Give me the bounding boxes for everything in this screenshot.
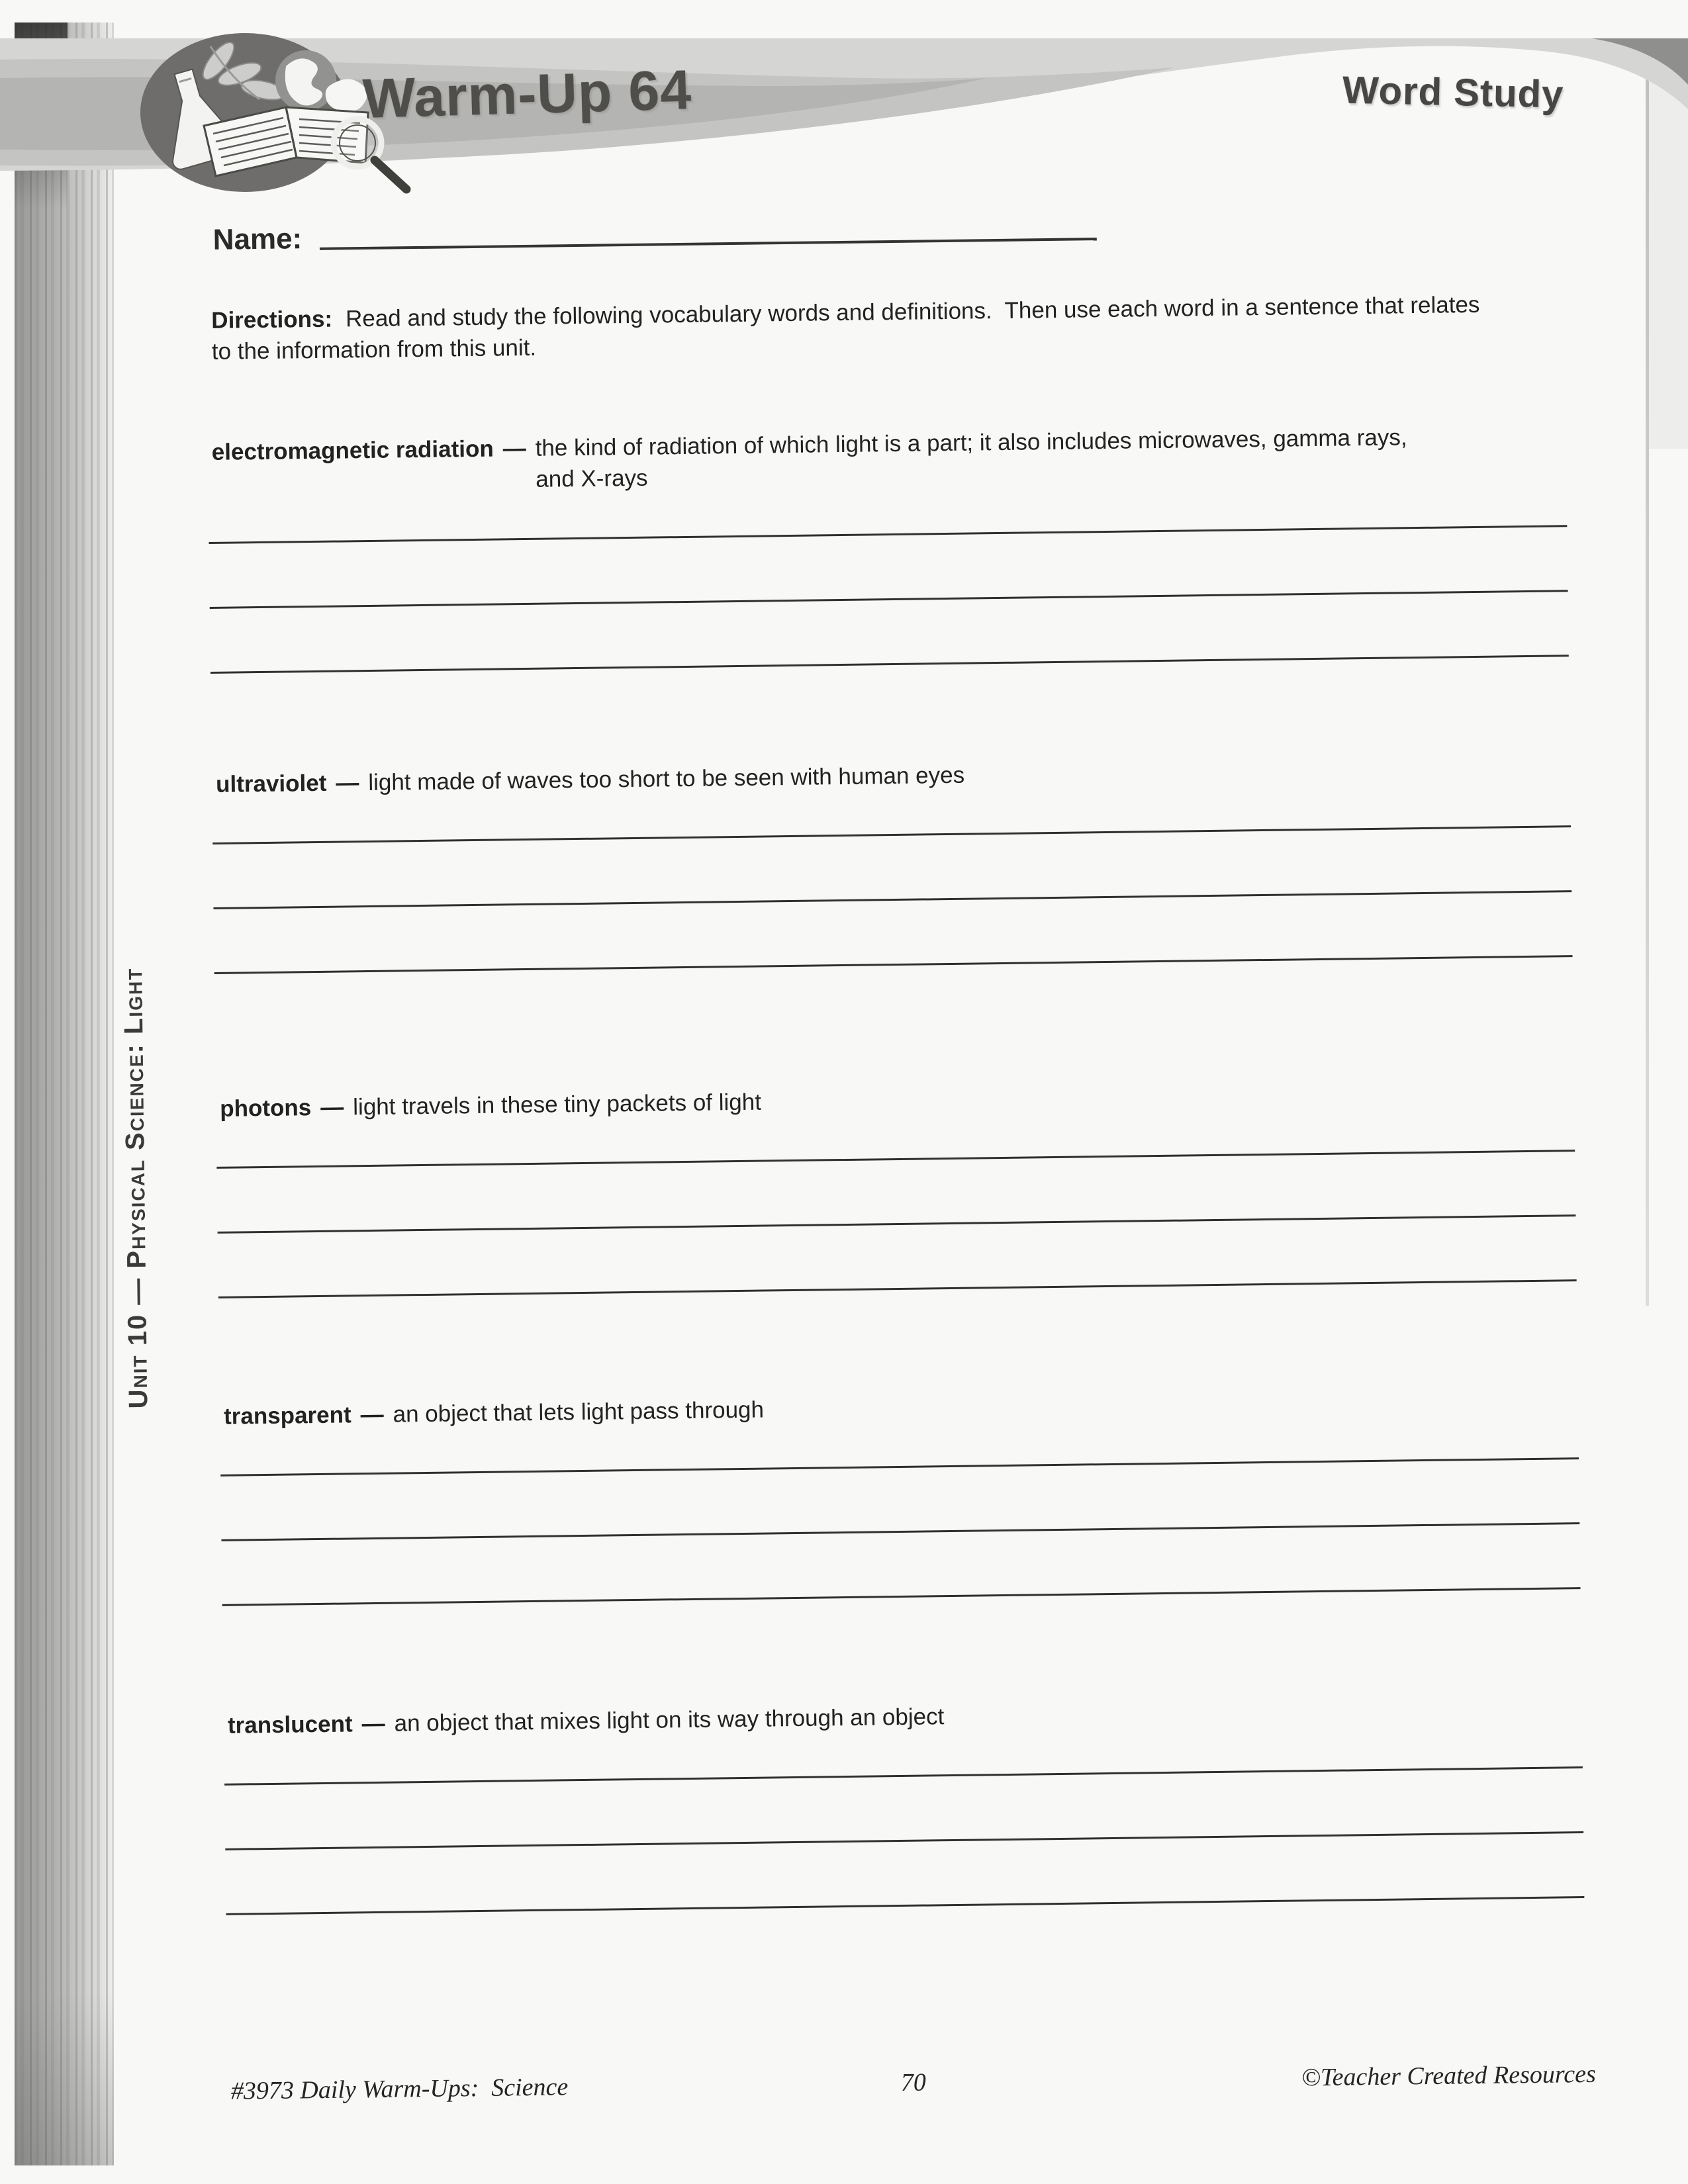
answer-line	[220, 1457, 1579, 1477]
footer-book-id: #3973 Daily Warm-Ups: Science	[230, 2073, 569, 2105]
vocab-term: transparent	[223, 1402, 352, 1430]
answer-line	[211, 655, 1569, 674]
vocab-term: electromagnetic radiation	[211, 435, 494, 465]
vocab-definition: light made of waves too short to be seen with human eyes	[368, 752, 1573, 798]
answer-line	[218, 1279, 1577, 1298]
footer-copyright: ©Teacher Created Resources	[1301, 2060, 1596, 2092]
answer-line	[213, 890, 1571, 909]
footer	[231, 2060, 1596, 2106]
footer-page-number: 70	[900, 2068, 927, 2097]
name-blank-line	[319, 238, 1096, 250]
answer-line	[221, 1522, 1579, 1541]
vocab-definition-row	[224, 1384, 1581, 1432]
answer-line	[226, 1896, 1585, 1915]
answer-line	[209, 525, 1567, 544]
answer-line	[222, 1587, 1581, 1606]
vocab-entry-electromagnetic-radiation	[211, 420, 1571, 673]
unit-sidebar-label: Unit 10 — Physical Science: Light	[118, 967, 154, 1409]
vocab-definition: the kind of radiation of which light is a part; it also includes microwaves, gamma rays, and X-rays	[535, 420, 1569, 495]
vocab-term: translucent	[227, 1711, 353, 1739]
vocab-definition-row	[216, 752, 1573, 800]
page-title: Warm-Up 64	[361, 58, 693, 130]
vocab-term: photons	[219, 1095, 312, 1122]
vocab-definition: light travels in these tiny packets of light	[353, 1076, 1577, 1122]
vocab-definition: an object that mixes light on its way through an object	[394, 1693, 1585, 1739]
directions-label: Directions:	[211, 306, 333, 334]
answer-line	[214, 955, 1573, 974]
em-dash: —	[360, 1401, 384, 1428]
vocab-entry-translucent	[228, 1693, 1587, 1915]
answer-line	[224, 1766, 1583, 1786]
name-label: Name:	[212, 222, 303, 256]
directions-text: Read and study the following vocabulary words and definitions. Then use each word in a sentence that relates to the information from this unit.	[211, 291, 1487, 365]
answer-line	[216, 1150, 1575, 1169]
vocab-definition-row	[220, 1076, 1577, 1124]
vocab-definition-row	[228, 1693, 1585, 1741]
answer-line	[218, 1214, 1576, 1234]
directions	[211, 290, 1496, 368]
vocab-entry-photons	[220, 1076, 1579, 1298]
em-dash: —	[320, 1094, 344, 1120]
name-field	[212, 212, 1097, 257]
vocab-definition-continuation: and X-rays	[536, 465, 648, 493]
answer-line	[210, 590, 1568, 609]
worksheet-category: Word Study	[1342, 68, 1565, 116]
em-dash: —	[361, 1710, 385, 1737]
vocab-term: ultraviolet	[215, 770, 327, 797]
vocab-entry-transparent	[224, 1384, 1583, 1606]
answer-line	[225, 1831, 1583, 1850]
em-dash: —	[336, 770, 359, 796]
vocab-definition-row	[211, 420, 1569, 499]
vocab-entry-ultraviolet	[216, 752, 1575, 974]
answer-line	[212, 825, 1571, 844]
vocab-definition: an object that lets light pass through	[393, 1384, 1581, 1430]
em-dash: —	[502, 435, 526, 462]
